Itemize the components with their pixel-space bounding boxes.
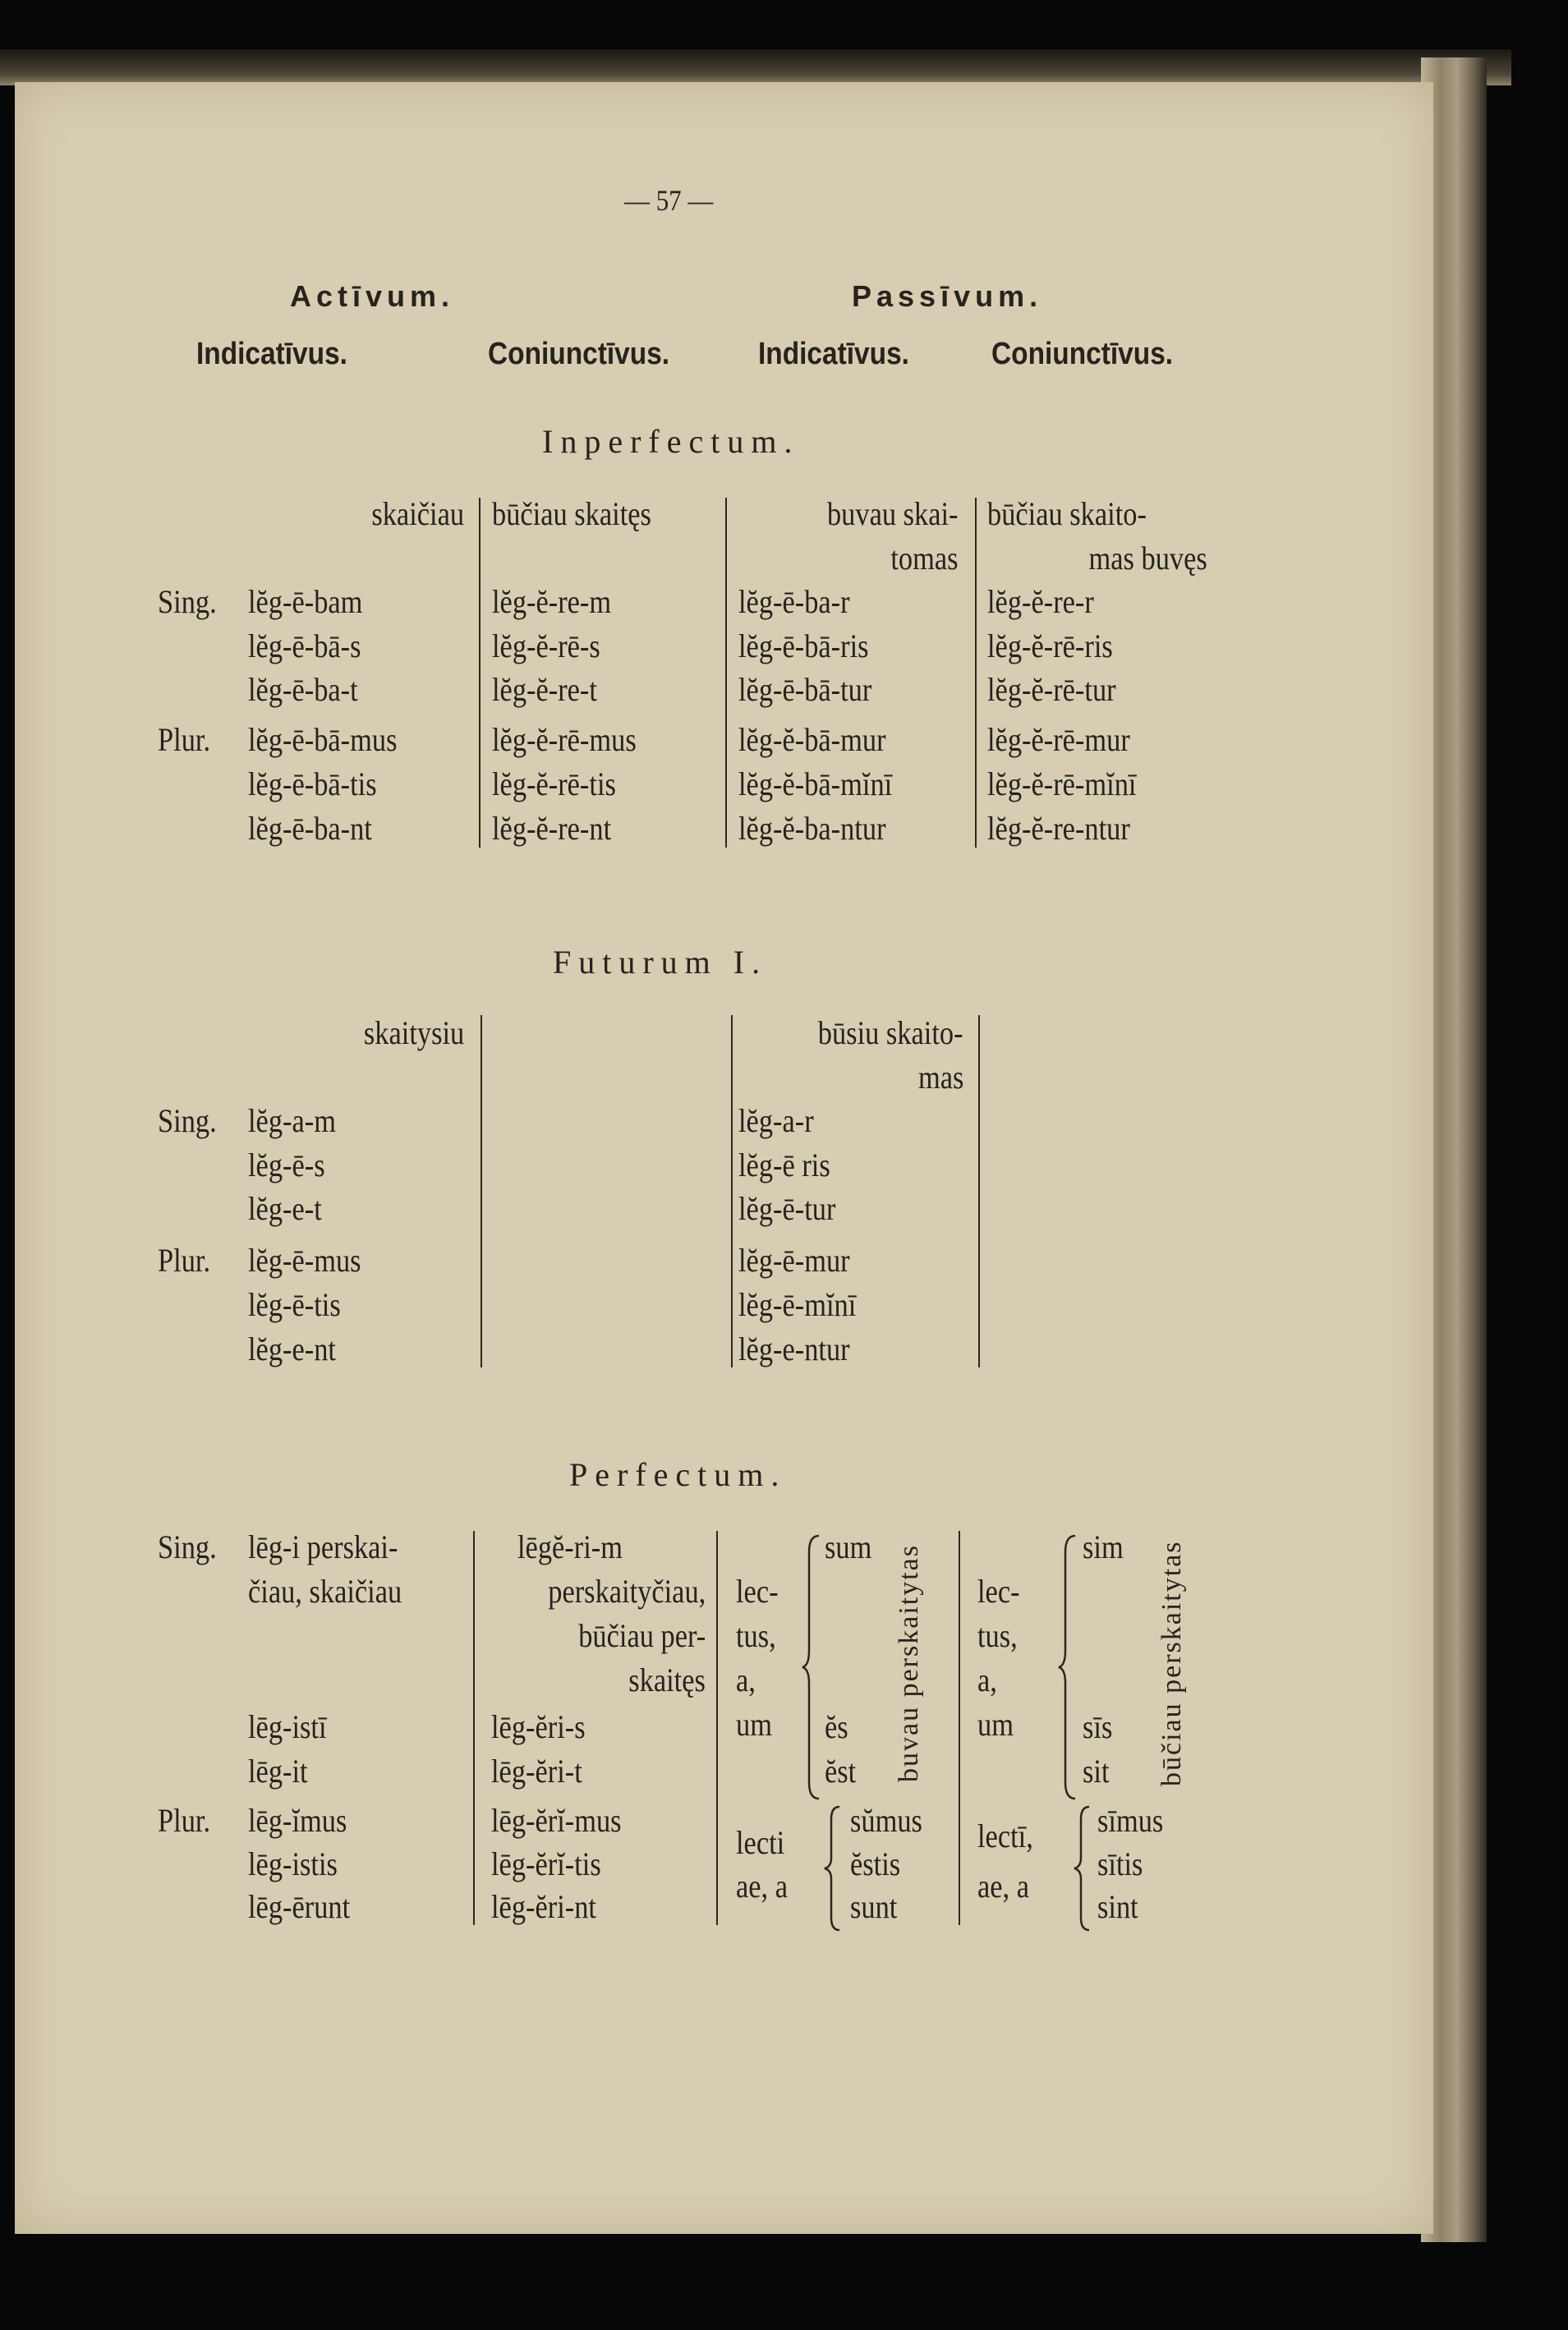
section-title-futurum: Futurum I. <box>553 944 768 981</box>
translation-head: mas <box>917 1059 963 1096</box>
participle: ae, a <box>736 1868 789 1905</box>
conjugation-form: lĕg-ē-ba-t <box>248 671 358 708</box>
translation-head: būčiau skaitęs <box>492 495 651 532</box>
conjugation-form: lēg-ĕrĭ-tis <box>491 1845 601 1882</box>
conjugation-form: lĕg-ē-s <box>248 1147 325 1183</box>
left-brace <box>823 1807 848 1930</box>
label-plur: Plur. <box>158 1242 211 1279</box>
conjugation-form: lēg-i perskai- <box>248 1528 398 1565</box>
conjugation-form: lĕg-ē-ba-r <box>738 583 850 620</box>
conjugation-form: lĕg-ē-tur <box>738 1190 836 1227</box>
label-plur: Plur. <box>158 721 211 758</box>
participle: um <box>977 1706 1014 1743</box>
conjugation-form: lĕg-ē-bā-tis <box>248 765 377 802</box>
conjugation-form: lĕg-ĕ-re-r <box>987 583 1094 620</box>
conjugation-form: lēgĕ-ri-m <box>517 1528 623 1565</box>
conjugation-form: lĕg-ē-ba-nt <box>248 810 372 847</box>
heading-coniunctivus-active: Coniunctīvus. <box>488 337 670 371</box>
translation-head: skaitysiu <box>363 1014 464 1051</box>
translation-head: tomas <box>890 540 959 577</box>
auxiliary: sītis <box>1097 1845 1143 1882</box>
conjugation-form: lēg-istī <box>248 1708 327 1745</box>
conjugation-form: lĕg-ĕ-re-ntur <box>987 810 1130 847</box>
auxiliary: sunt <box>850 1888 898 1925</box>
conjugation-form: lĕg-ĕ-rē-mus <box>492 721 637 758</box>
section-title-inperfectum: Inperfectum. <box>542 423 800 460</box>
heading-indicativus-passive: Indicatīvus. <box>758 337 909 371</box>
label-sing: Sing. <box>158 583 217 620</box>
left-brace <box>1073 1807 1097 1930</box>
conjugation-form: lēg-ĕrĭ-mus <box>491 1802 622 1839</box>
conjugation-form: lĕg-ē-bā-ris <box>738 627 869 664</box>
gloss-vertical: būčiau perskaitytas <box>1156 1540 1187 1786</box>
column-divider <box>479 498 481 848</box>
translation-head: būsiu skaito- <box>818 1014 963 1051</box>
auxiliary: sum <box>825 1528 872 1565</box>
conjugation-form: lĕg-ĕ-rē-ris <box>987 627 1113 664</box>
participle: lec- <box>977 1573 1020 1610</box>
conjugation-form: lēg-it <box>248 1753 308 1790</box>
auxiliary: sīmus <box>1097 1802 1164 1839</box>
participle: um <box>736 1706 772 1743</box>
column-divider <box>959 1531 960 1925</box>
conjugation-form: lēg-ĭmus <box>248 1802 347 1839</box>
gloss-vertical: buvau perskaitytas <box>894 1544 924 1782</box>
conjugation-form: lĕg-ĕ-rē-s <box>492 627 600 664</box>
column-divider <box>473 1531 475 1925</box>
participle: lecti <box>736 1824 785 1861</box>
section-title-perfectum: Perfectum. <box>569 1456 787 1493</box>
participle: tus, <box>736 1617 776 1654</box>
conjugation-form: lĕg-ē-bā-s <box>248 627 361 664</box>
auxiliary: sit <box>1083 1753 1110 1790</box>
conjugation-form: lĕg-ē-bam <box>248 583 363 620</box>
participle: lectī, <box>977 1818 1033 1854</box>
participle: ae, a <box>977 1868 1030 1905</box>
label-sing: Sing. <box>158 1528 217 1565</box>
conjugation-form: lĕg-ē ris <box>738 1147 830 1183</box>
conjugation-form: lēg-ērunt <box>248 1888 351 1925</box>
auxiliary: ĕs <box>825 1708 848 1745</box>
conjugation-form: būčiau per- <box>578 1617 706 1654</box>
heading-indicativus-active: Indicatīvus. <box>196 337 347 371</box>
auxiliary: sim <box>1083 1528 1124 1565</box>
conjugation-form: lĕg-a-m <box>248 1102 336 1139</box>
auxiliary: ĕstis <box>850 1845 901 1882</box>
heading-coniunctivus-passive: Coniunctīvus. <box>991 337 1174 371</box>
conjugation-form: lĕg-e-t <box>248 1190 322 1227</box>
participle: lec- <box>736 1573 779 1610</box>
heading-activum: Actīvum. <box>290 279 455 313</box>
conjugation-form: lĕg-ē-bā-mus <box>248 721 398 758</box>
participle: a, <box>977 1661 997 1698</box>
conjugation-form: lĕg-ĕ-bā-mur <box>738 721 886 758</box>
conjugation-form: čiau, skaičiau <box>248 1573 402 1610</box>
heading-passivum: Passīvum. <box>852 279 1043 313</box>
auxiliary: ĕst <box>825 1753 857 1790</box>
participle: tus, <box>977 1617 1018 1654</box>
conjugation-form: lĕg-ĕ-ba-ntur <box>738 810 886 847</box>
book-page <box>15 82 1433 2234</box>
conjugation-form: lēg-ĕri-nt <box>491 1888 596 1925</box>
column-divider <box>725 498 727 848</box>
left-brace <box>801 1536 825 1799</box>
conjugation-form: perskaityčiau, <box>548 1573 706 1610</box>
conjugation-form: lēg-istis <box>248 1845 338 1882</box>
auxiliary: sŭmus <box>850 1802 922 1839</box>
conjugation-form: lĕg-ē-mur <box>738 1242 850 1279</box>
auxiliary: sint <box>1097 1888 1138 1925</box>
conjugation-form: lēg-ĕri-s <box>491 1708 586 1745</box>
book-binding-top <box>0 49 1511 85</box>
conjugation-form: lĕg-a-r <box>738 1102 814 1139</box>
conjugation-form: lĕg-ĕ-rē-mur <box>987 721 1130 758</box>
conjugation-form: lĕg-ē-mĭnī <box>738 1286 857 1323</box>
conjugation-form: lĕg-ĕ-bā-mĭnī <box>738 765 893 802</box>
conjugation-form: lĕg-ĕ-rē-mĭnī <box>987 765 1137 802</box>
auxiliary: sīs <box>1083 1708 1113 1745</box>
conjugation-form: lĕg-ē-mus <box>248 1242 361 1279</box>
conjugation-form: lĕg-ĕ-re-m <box>492 583 612 620</box>
conjugation-form: lĕg-ĕ-re-t <box>492 671 597 708</box>
column-divider <box>481 1015 482 1367</box>
conjugation-form: lĕg-e-nt <box>248 1330 336 1367</box>
label-plur: Plur. <box>158 1802 211 1839</box>
translation-head: būčiau skaito- <box>987 495 1147 532</box>
conjugation-form: lĕg-ē-bā-tur <box>738 671 872 708</box>
conjugation-form: skaitęs <box>628 1661 706 1698</box>
translation-head: mas buvęs <box>1088 540 1207 577</box>
translation-head: skaičiau <box>371 495 464 532</box>
column-divider <box>978 1015 980 1367</box>
participle: a, <box>736 1661 756 1698</box>
column-divider <box>731 1015 733 1367</box>
conjugation-form: lēg-ĕri-t <box>491 1753 582 1790</box>
column-divider <box>716 1531 718 1925</box>
label-sing: Sing. <box>158 1102 217 1139</box>
conjugation-form: lĕg-ĕ-rē-tis <box>492 765 616 802</box>
conjugation-form: lĕg-ĕ-rē-tur <box>987 671 1116 708</box>
conjugation-form: lĕg-ē-tis <box>248 1286 341 1323</box>
conjugation-form: lĕg-ĕ-re-nt <box>492 810 612 847</box>
conjugation-form: lĕg-e-ntur <box>738 1330 850 1367</box>
column-divider <box>975 498 977 848</box>
page-number: — 57 — <box>624 184 714 217</box>
translation-head: buvau skai- <box>827 495 959 532</box>
left-brace <box>1057 1536 1082 1799</box>
